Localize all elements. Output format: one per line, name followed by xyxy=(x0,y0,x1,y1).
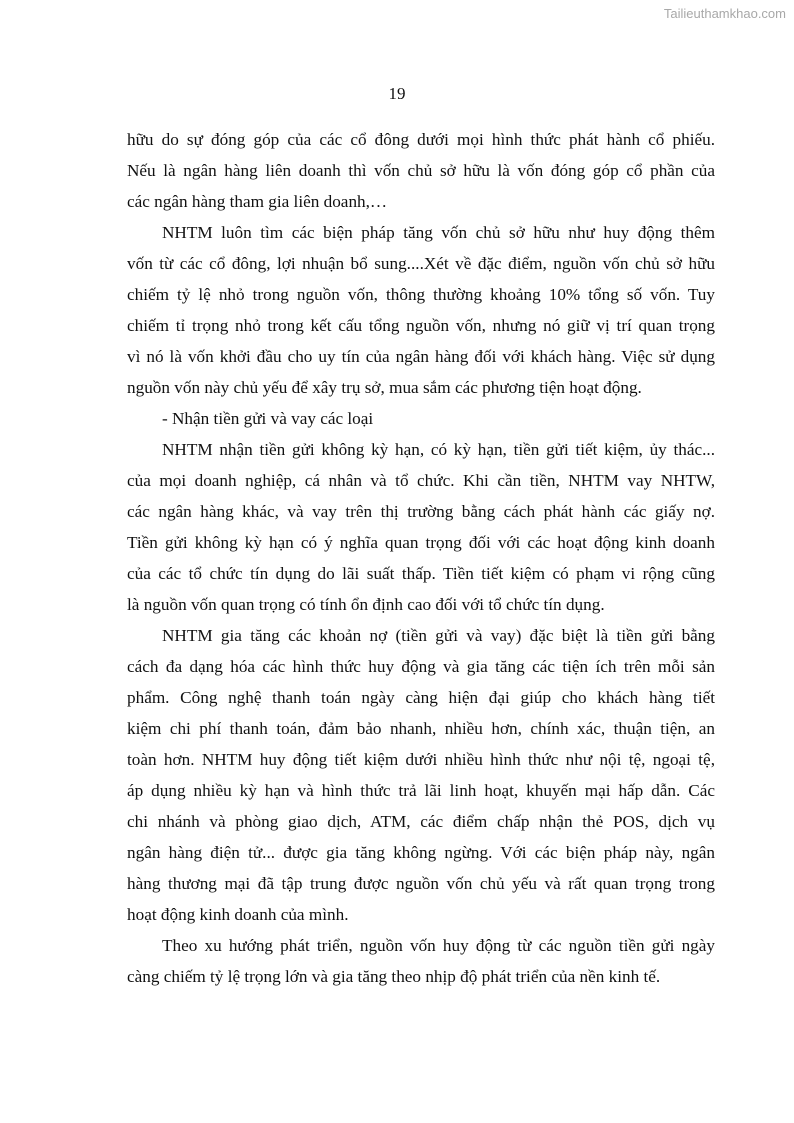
text-line: Theo xu hướng phát triển, nguồn vốn huy động từ các nguồn tiền gửi ngày xyxy=(162,936,715,955)
text-line: hữu do sự đóng góp của các cổ đông dưới mọi hình thức phát hành cổ phiếu. xyxy=(127,130,715,149)
text-line: chiếm tỷ lệ nhỏ trong nguồn vốn, thông thường khoảng 10% tổng số vốn. Tuy xyxy=(127,285,715,304)
watermark: Tailieuthamkhao.com xyxy=(663,6,786,21)
text-line: cách đa dạng hóa các hình thức huy động và gia tăng các tiện ích trên mỗi sản xyxy=(127,657,715,676)
text-line: chiếm tỉ trọng nhỏ trong kết cấu tổng nguồn vốn, nhưng nó giữ vị trí quan trọng xyxy=(127,316,715,335)
text-line: kiệm chi phí thanh toán, đảm bảo nhanh, nhiều hơn, chính xác, thuận tiện, an xyxy=(127,719,715,738)
text-line: của các tổ chức tín dụng do lãi suất thấp. Tiền tiết kiệm có phạm vi rộng cũng xyxy=(127,564,715,583)
text-line: nguồn vốn này chủ yếu để xây trụ sở, mua sắm các phương tiện hoạt động. xyxy=(127,378,642,397)
text-line: Tiền gửi không kỳ hạn có ý nghĩa quan trọng đối với các hoạt động kinh doanh xyxy=(127,533,715,552)
text-line: các ngân hàng tham gia liên doanh,… xyxy=(127,192,388,211)
text-line: các ngân hàng khác, và vay trên thị trường bằng cách phát hành các giấy nợ. xyxy=(127,502,715,521)
page-number: 19 xyxy=(388,84,406,103)
text-line: NHTM luôn tìm các biện pháp tăng vốn chủ sở hữu như huy động thêm xyxy=(162,223,715,242)
text-line: ngân hàng điện tử... được gia tăng không ngừng. Với các biện pháp này, ngân xyxy=(127,843,715,862)
text-line: vốn từ các cổ đông, lợi nhuận bổ sung....Xét về đặc điểm, nguồn vốn chủ sở hữu xyxy=(127,254,715,273)
text-line: toàn hơn. NHTM huy động tiết kiệm dưới nhiều hình thức như nội tệ, ngoại tệ, xyxy=(127,750,715,769)
text-line: hàng thương mại đã tập trung được nguồn vốn chủ yếu và rất quan trọng trong xyxy=(127,874,715,893)
body-text xyxy=(127,124,715,992)
text-line: áp dụng nhiều kỳ hạn và hình thức trả lãi linh hoạt, khuyến mại hấp dẫn. Các xyxy=(127,781,715,800)
text-line: phẩm. Công nghệ thanh toán ngày càng hiện đại giúp cho khách hàng tiết xyxy=(127,688,715,707)
text-line: NHTM nhận tiền gửi không kỳ hạn, có kỳ hạn, tiền gửi tiết kiệm, ủy thác... xyxy=(162,440,715,459)
text-line: là nguồn vốn quan trọng có tính ổn định cao đối với tổ chức tín dụng. xyxy=(127,595,605,614)
text-line: - Nhận tiền gửi và vay các loại xyxy=(162,409,374,428)
text-line: của mọi doanh nghiệp, cá nhân và tổ chức. Khi cần tiền, NHTM vay NHTW, xyxy=(127,471,715,490)
text-line: vì nó là vốn khởi đầu cho uy tín của ngân hàng đối với khách hàng. Việc sử dụng xyxy=(127,347,715,366)
text-line: chi nhánh và phòng giao dịch, ATM, các điểm chấp nhận thẻ POS, dịch vụ xyxy=(127,812,715,831)
text-line: NHTM gia tăng các khoản nợ (tiền gửi và vay) đặc biệt là tiền gửi bằng xyxy=(162,626,715,645)
text-line: càng chiếm tỷ lệ trọng lớn và gia tăng theo nhịp độ phát triển của nền kinh tế. xyxy=(127,967,661,986)
text-line: hoạt động kinh doanh của mình. xyxy=(127,905,349,924)
text-line: Nếu là ngân hàng liên doanh thì vốn chủ sở hữu là vốn đóng góp cổ phần của xyxy=(127,161,715,180)
